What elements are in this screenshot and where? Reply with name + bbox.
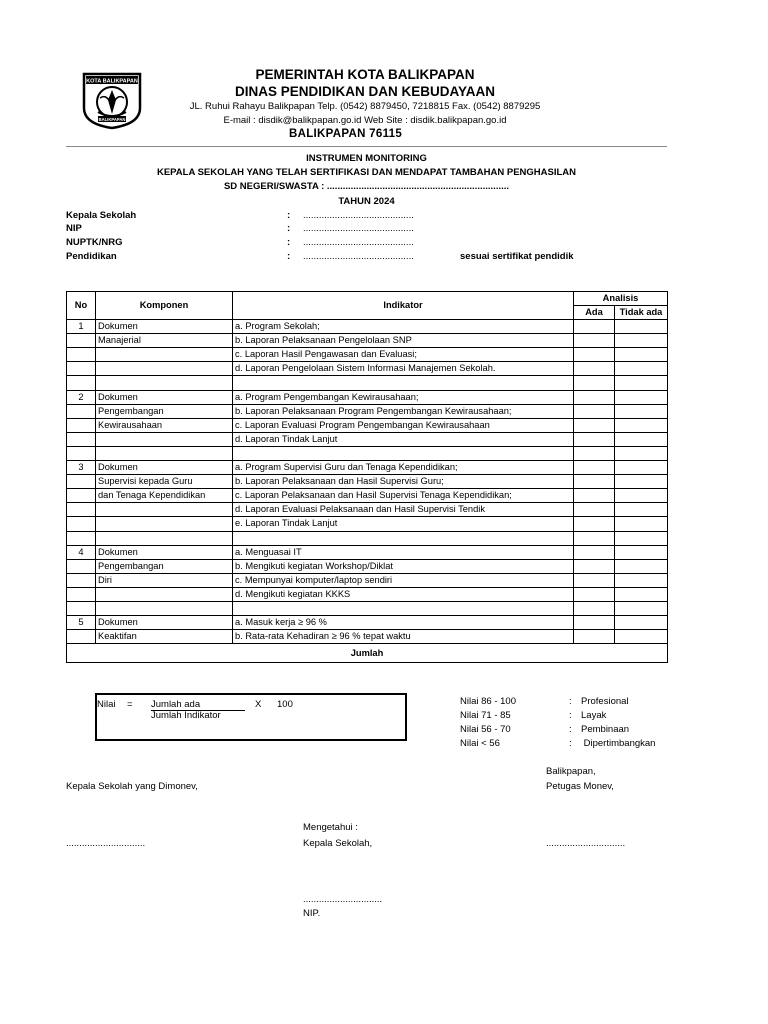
row-komponen	[96, 517, 233, 531]
row-ada-cell[interactable]	[574, 545, 615, 559]
row-no	[67, 601, 96, 615]
agency-name: DINAS PENDIDIKAN DAN KEBUDAYAAN	[234, 84, 496, 99]
row-komponen: Dokumen	[96, 461, 233, 475]
row-tidak-ada-cell[interactable]	[615, 320, 668, 334]
agency-address: JL. Ruhui Rahayu Balikpapan Telp. (0542) 8879450, 7218815 Fax. (0542) 8879295	[189, 101, 541, 112]
formula-times: X	[255, 699, 262, 710]
year-line: TAHUN 2024	[338, 196, 395, 207]
row-no	[67, 587, 96, 601]
row-tidak-ada-cell[interactable]	[615, 630, 668, 644]
row-tidak-ada-cell[interactable]	[615, 390, 668, 404]
scale-label: Profesional	[581, 696, 629, 707]
row-no	[67, 376, 96, 390]
row-komponen: Keaktifan	[96, 630, 233, 644]
table-row	[67, 348, 668, 362]
svg-text:BALIKPAPAN: BALIKPAPAN	[98, 116, 126, 122]
row-no	[67, 418, 96, 432]
row-ada-cell[interactable]	[574, 587, 615, 601]
row-tidak-ada-cell[interactable]	[615, 432, 668, 446]
row-indikator: a. Program Sekolah;	[233, 320, 574, 334]
table-row	[67, 531, 668, 545]
signature-left-dots[interactable]: ..............................	[66, 838, 146, 849]
row-ada-cell[interactable]	[574, 348, 615, 362]
row-komponen: Kewirausahaan	[96, 418, 233, 432]
identity-colon: :	[287, 223, 291, 234]
formula-numerator: Jumlah ada	[151, 699, 245, 711]
monitoring-table	[66, 291, 668, 663]
table-row	[67, 404, 668, 418]
row-ada-cell[interactable]	[574, 517, 615, 531]
table-row	[67, 376, 668, 390]
header-tidak-ada: Tidak ada	[615, 306, 668, 320]
row-no	[67, 404, 96, 418]
row-indikator: d. Mengikuti kegiatan KKKS	[233, 587, 574, 601]
row-komponen: Pengembangan	[96, 404, 233, 418]
row-indikator: a. Menguasai IT	[233, 545, 574, 559]
row-tidak-ada-cell[interactable]	[615, 348, 668, 362]
table-row	[67, 503, 668, 517]
agency-contact: E-mail : disdik@balikpapan.go.id Web Site : disdik.balikpapan.go.id	[223, 115, 507, 126]
table-row	[67, 616, 668, 630]
table-row	[67, 432, 668, 446]
row-no: 1	[67, 320, 96, 334]
row-no	[67, 503, 96, 517]
formula-nilai: Nilai	[97, 699, 116, 710]
formula-denominator: Jumlah Indikator	[151, 710, 221, 721]
row-tidak-ada-cell[interactable]	[615, 376, 668, 390]
doc-title: INSTRUMEN MONITORING	[306, 153, 427, 164]
header-analisis: Analisis	[574, 292, 668, 306]
row-ada-cell[interactable]	[574, 334, 615, 348]
row-indikator: d. Laporan Pengelolaan Sistem Informasi Manajemen Sekolah.	[233, 362, 574, 376]
row-komponen: Supervisi kepada Guru	[96, 475, 233, 489]
row-ada-cell[interactable]	[574, 559, 615, 573]
government-name: PEMERINTAH KOTA BALIKPAPAN	[255, 67, 475, 82]
table-row	[67, 545, 668, 559]
row-indikator: b. Rata-rata Kehadiran ≥ 96 % tepat waktu	[233, 630, 574, 644]
header-divider	[66, 146, 667, 147]
row-komponen	[96, 601, 233, 615]
row-komponen: Dokumen	[96, 545, 233, 559]
row-komponen: dan Tenaga Kependidikan	[96, 489, 233, 503]
row-ada-cell[interactable]	[574, 376, 615, 390]
signature-mid-know: Mengetahui :	[303, 822, 358, 833]
row-indikator: d. Laporan Tindak Lanjut	[233, 432, 574, 446]
table-row	[67, 390, 668, 404]
row-komponen: Dokumen	[96, 320, 233, 334]
school-line: SD NEGERI/SWASTA : .....................................................................	[223, 181, 510, 192]
table-row	[67, 517, 668, 531]
table-row	[67, 461, 668, 475]
row-komponen	[96, 362, 233, 376]
table-row	[67, 334, 668, 348]
row-no	[67, 517, 96, 531]
row-tidak-ada-cell[interactable]	[615, 587, 668, 601]
scale-label: Dipertimbangkan	[581, 738, 656, 749]
row-no	[67, 446, 96, 460]
scale-range: Nilai 71 - 85	[460, 710, 511, 721]
identity-colon: :	[287, 251, 291, 262]
scale-range: Nilai < 56	[460, 738, 500, 749]
signature-right-dots[interactable]: ..............................	[546, 838, 626, 849]
row-ada-cell[interactable]	[574, 573, 615, 587]
row-no	[67, 559, 96, 573]
header-komponen: Komponen	[96, 292, 233, 320]
table-row	[67, 587, 668, 601]
row-komponen	[96, 587, 233, 601]
row-ada-cell[interactable]	[574, 616, 615, 630]
header-ada: Ada	[574, 306, 615, 320]
row-no	[67, 362, 96, 376]
row-indikator: b. Mengikuti kegiatan Workshop/Diklat	[233, 559, 574, 573]
row-ada-cell[interactable]	[574, 489, 615, 503]
row-indikator: c. Laporan Evaluasi Program Pengembangan Kewirausahaan	[233, 418, 574, 432]
row-no	[67, 432, 96, 446]
row-komponen	[96, 348, 233, 362]
row-komponen	[96, 432, 233, 446]
identity-label: Pendidikan	[66, 251, 117, 262]
row-indikator: c. Mempunyai komputer/laptop sendiri	[233, 573, 574, 587]
identity-colon: :	[287, 210, 291, 221]
signature-place: Balikpapan,	[546, 766, 596, 777]
row-no: 5	[67, 616, 96, 630]
row-ada-cell[interactable]	[574, 461, 615, 475]
row-indikator	[233, 601, 574, 615]
row-no: 4	[67, 545, 96, 559]
row-tidak-ada-cell[interactable]	[615, 601, 668, 615]
table-row	[67, 418, 668, 432]
identity-value[interactable]: ..........................................	[303, 237, 414, 248]
row-indikator	[233, 376, 574, 390]
row-tidak-ada-cell[interactable]	[615, 475, 668, 489]
row-no	[67, 573, 96, 587]
row-indikator: e. Laporan Tindak Lanjut	[233, 517, 574, 531]
header-no: No	[67, 292, 96, 320]
identity-colon: :	[287, 237, 291, 248]
row-no	[67, 531, 96, 545]
row-indikator: a. Program Pengembangan Kewirausahaan;	[233, 390, 574, 404]
scale-colon: :	[569, 696, 572, 707]
row-ada-cell[interactable]	[574, 362, 615, 376]
row-tidak-ada-cell[interactable]	[615, 559, 668, 573]
row-tidak-ada-cell[interactable]	[615, 531, 668, 545]
row-no	[67, 348, 96, 362]
balikpapan-city-logo	[80, 68, 144, 130]
row-komponen	[96, 503, 233, 517]
row-indikator: c. Laporan Hasil Pengawasan dan Evaluasi;	[233, 348, 574, 362]
row-no	[67, 334, 96, 348]
table-row	[67, 601, 668, 615]
header-indikator: Indikator	[233, 292, 574, 320]
row-indikator: b. Laporan Pelaksanaan dan Hasil Supervisi Guru;	[233, 475, 574, 489]
row-tidak-ada-cell[interactable]	[615, 503, 668, 517]
row-no: 2	[67, 390, 96, 404]
signature-mid-title: Kepala Sekolah,	[303, 838, 373, 849]
row-ada-cell[interactable]	[574, 390, 615, 404]
row-ada-cell[interactable]	[574, 320, 615, 334]
signature-right-title: Petugas Monev,	[546, 781, 614, 792]
row-tidak-ada-cell[interactable]	[615, 573, 668, 587]
table-row	[67, 320, 668, 334]
row-no	[67, 489, 96, 503]
table-row	[67, 630, 668, 644]
row-no	[67, 475, 96, 489]
row-tidak-ada-cell[interactable]	[615, 517, 668, 531]
scale-colon: :	[569, 710, 572, 721]
formula-equals: =	[127, 699, 133, 710]
identity-label: Kepala Sekolah	[66, 210, 137, 221]
row-ada-cell[interactable]	[574, 446, 615, 460]
table-row	[67, 446, 668, 460]
svg-text:KOTA BALIKPAPAN: KOTA BALIKPAPAN	[86, 78, 138, 85]
row-indikator: c. Laporan Pelaksanaan dan Hasil Supervisi Tenaga Kependidikan;	[233, 489, 574, 503]
table-row	[67, 475, 668, 489]
row-komponen	[96, 376, 233, 390]
row-ada-cell[interactable]	[574, 630, 615, 644]
row-tidak-ada-cell[interactable]	[615, 446, 668, 460]
identity-value[interactable]: ..........................................	[303, 251, 414, 262]
total-row: Jumlah	[67, 644, 668, 663]
identity-label: NIP	[66, 223, 82, 234]
score-formula-box	[95, 693, 407, 741]
table-row	[67, 362, 668, 376]
identity-label: NUPTK/NRG	[66, 237, 123, 248]
row-tidak-ada-cell[interactable]	[615, 489, 668, 503]
row-komponen: Pengembangan	[96, 559, 233, 573]
row-indikator: a. Program Supervisi Guru dan Tenaga Kependidikan;	[233, 461, 574, 475]
row-tidak-ada-cell[interactable]	[615, 545, 668, 559]
identity-value[interactable]: ..........................................	[303, 223, 414, 234]
row-indikator	[233, 531, 574, 545]
signature-mid-dots[interactable]: ..............................	[303, 894, 383, 905]
table-row	[67, 573, 668, 587]
row-tidak-ada-cell[interactable]	[615, 418, 668, 432]
row-indikator: b. Laporan Pelaksanaan Program Pengembangan Kewirausahaan;	[233, 404, 574, 418]
row-indikator	[233, 446, 574, 460]
row-ada-cell[interactable]	[574, 432, 615, 446]
identity-value[interactable]: ..........................................	[303, 210, 414, 221]
row-komponen	[96, 531, 233, 545]
row-komponen: Dokumen	[96, 390, 233, 404]
row-ada-cell[interactable]	[574, 404, 615, 418]
table-row	[67, 489, 668, 503]
row-indikator: b. Laporan Pelaksanaan Pengelolaan SNP	[233, 334, 574, 348]
row-no: 3	[67, 461, 96, 475]
row-komponen: Manajerial	[96, 334, 233, 348]
doc-subtitle: KEPALA SEKOLAH YANG TELAH SERTIFIKASI DAN MENDAPAT TAMBAHAN PENGHASILAN	[156, 167, 577, 178]
row-tidak-ada-cell[interactable]	[615, 404, 668, 418]
scale-label: Layak	[581, 710, 607, 721]
scale-colon: :	[569, 724, 572, 735]
signature-mid-nip: NIP.	[303, 908, 321, 919]
row-ada-cell[interactable]	[574, 601, 615, 615]
row-indikator: a. Masuk kerja ≥ 96 %	[233, 616, 574, 630]
row-ada-cell[interactable]	[574, 475, 615, 489]
scale-range: Nilai 56 - 70	[460, 724, 511, 735]
row-ada-cell[interactable]	[574, 503, 615, 517]
row-indikator: d. Laporan Evaluasi Pelaksanaan dan Hasil Supervisi Tendik	[233, 503, 574, 517]
table-body	[67, 320, 668, 644]
scale-range: Nilai 86 - 100	[460, 696, 516, 707]
row-komponen: Diri	[96, 573, 233, 587]
identity-note: sesuai sertifikat pendidik	[460, 251, 574, 262]
row-tidak-ada-cell[interactable]	[615, 461, 668, 475]
signature-left-title: Kepala Sekolah yang Dimonev,	[66, 781, 198, 792]
scale-label: Pembinaan	[581, 724, 630, 735]
row-tidak-ada-cell[interactable]	[615, 334, 668, 348]
row-ada-cell[interactable]	[574, 531, 615, 545]
formula-hundred: 100	[277, 699, 293, 710]
scale-colon: :	[569, 738, 572, 749]
row-tidak-ada-cell[interactable]	[615, 362, 668, 376]
row-komponen	[96, 446, 233, 460]
row-ada-cell[interactable]	[574, 418, 615, 432]
agency-city: BALIKPAPAN 76115	[289, 128, 403, 140]
table-row	[67, 559, 668, 573]
row-tidak-ada-cell[interactable]	[615, 616, 668, 630]
row-komponen: Dokumen	[96, 616, 233, 630]
row-no	[67, 630, 96, 644]
